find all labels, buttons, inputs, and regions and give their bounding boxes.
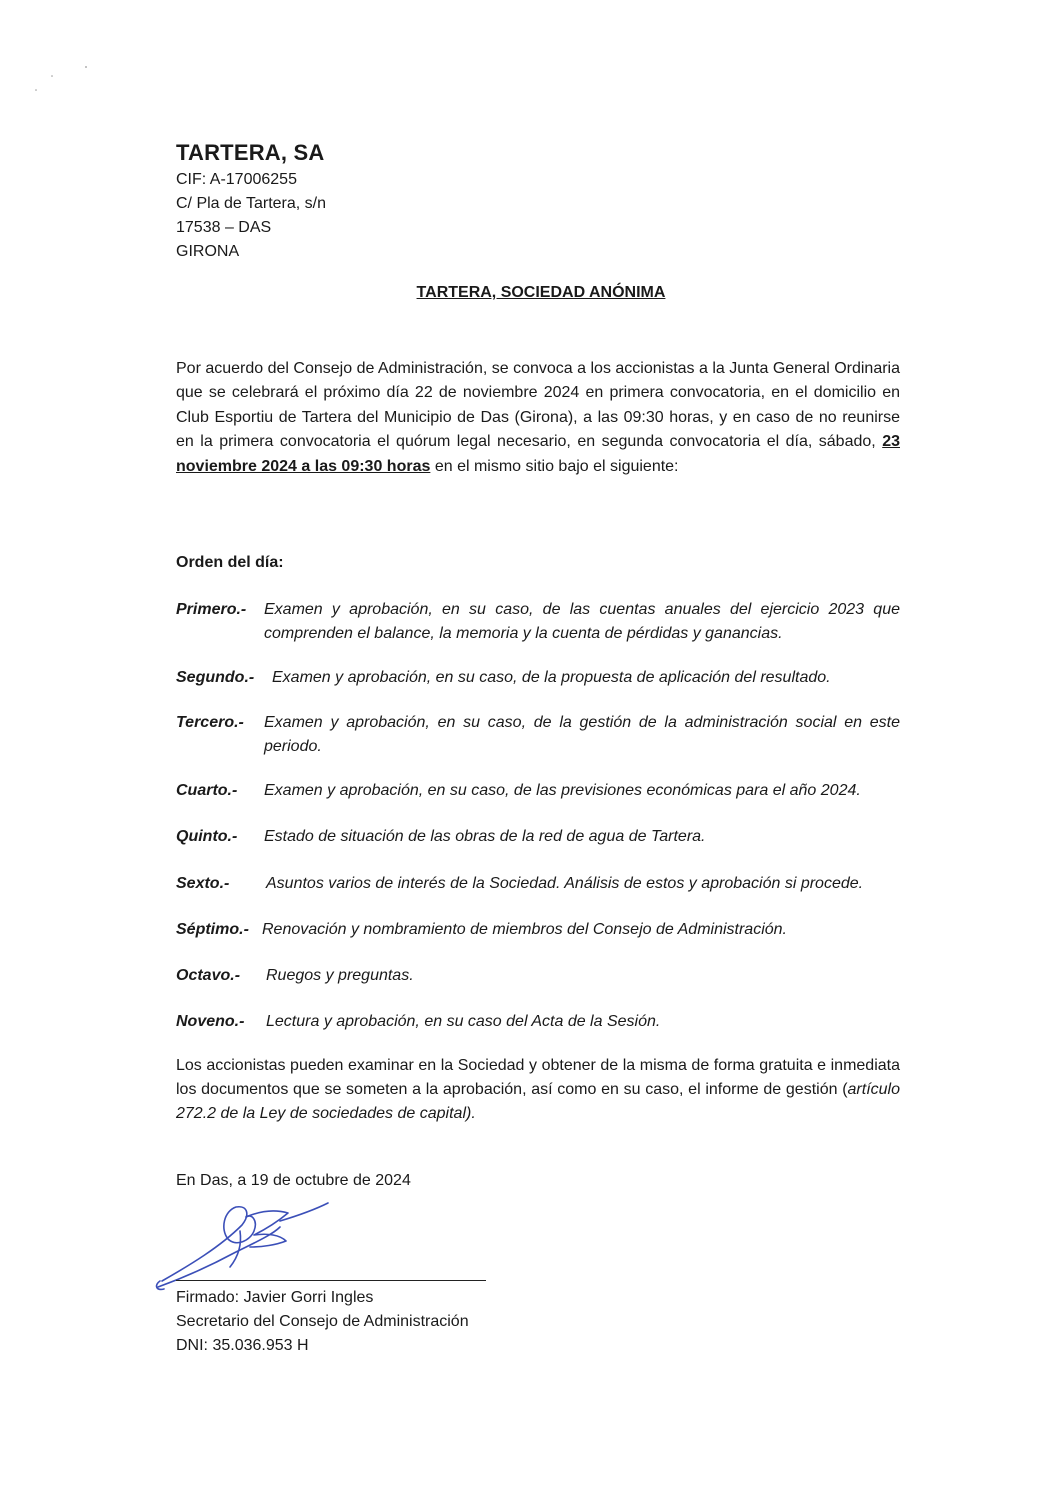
agenda-item-label: Sexto.- [176, 875, 230, 892]
agenda-item-label: Séptimo.- [176, 921, 249, 938]
signer-name: Firmado: Javier Gorri Ingles [176, 1289, 374, 1306]
agenda-item-text: Examen y aprobación, en su caso, de las previsiones económicas para el año 2024. [264, 782, 861, 799]
agenda-item [176, 825, 900, 849]
document-title-text: TARTERA, SOCIEDAD ANÓNIMA [416, 284, 666, 301]
company-province: GIRONA [176, 243, 240, 260]
company-name: TARTERA, SA [176, 140, 325, 165]
agenda-item-label: Quinto.- [176, 828, 238, 845]
second-call-date: 23 noviembre 2024 a las 09:30 horas [176, 433, 900, 475]
closing-text: Los accionistas pueden examinar en la Sociedad y obtener de la misma de forma gratuita e inmediata los documentos que se someten a la aprobación, así como en su caso, el informe de gestión ( [176, 1057, 900, 1098]
agenda-item [176, 598, 900, 646]
agenda-item [176, 779, 900, 803]
signer-dni: DNI: 35.036.953 H [176, 1337, 309, 1354]
document-title [0, 284, 1058, 302]
agenda-item-label: Segundo.- [176, 669, 255, 686]
agenda-item-label: Cuarto.- [176, 782, 238, 799]
signature-line [176, 1280, 486, 1281]
intro-paragraph [176, 357, 900, 479]
agenda-item [176, 666, 900, 690]
place-and-date: En Das, a 19 de octubre de 2024 [176, 1172, 411, 1189]
agenda-item-text: Examen y aprobación, en su caso, de las cuentas anuales del ejercicio 2023 que comprenden el balance, la memoria y la cuenta de pérdidas y ganancias. [264, 601, 900, 642]
scan-specks [30, 60, 100, 100]
agenda-title: Orden del día: [176, 554, 284, 571]
agenda-item-text: Estado de situación de las obras de la red de agua de Tartera. [264, 828, 706, 845]
agenda-item-text: Examen y aprobación, en su caso, de la gestión de la administración social en este periodo. [264, 714, 900, 755]
agenda-item [176, 1010, 900, 1034]
intro-text-end: en el mismo sitio bajo el siguiente: [430, 457, 679, 475]
agenda-item-text: Examen y aprobación, en su caso, de la propuesta de aplicación del resultado. [272, 669, 831, 686]
agenda-item-label: Noveno.- [176, 1013, 245, 1030]
closing-legal-reference: artículo 272.2 de la Ley de sociedades de capital). [176, 1081, 900, 1122]
closing-paragraph [176, 1054, 900, 1126]
agenda-item-label: Octavo.- [176, 967, 241, 984]
company-cif: CIF: A-17006255 [176, 171, 297, 188]
intro-text: Por acuerdo del Consejo de Administración, se convoca a los accionistas a la Junta General Ordinaria que se celebrará el próximo día 22 de noviembre 2024 en primera convocatoria, en el domicilio en Club Esportiu de Tartera del Municipio de Das (Girona), a las 09:30 horas, y en caso de no reunirse en la primera convocatoria el quórum legal necesario, en segunda convocatoria el día, sábado, [176, 360, 900, 451]
company-postal: 17538 – DAS [176, 219, 272, 236]
agenda-item-label: Tercero.- [176, 714, 244, 731]
agenda-item-text: Asuntos varios de interés de la Sociedad. Análisis de estos y aprobación si procede. [266, 875, 864, 892]
agenda-item-label: Primero.- [176, 601, 247, 618]
agenda-item [176, 918, 900, 942]
agenda-item-text: Renovación y nombramiento de miembros del Consejo de Administración. [262, 921, 787, 938]
agenda-item-text: Lectura y aprobación, en su caso del Acta de la Sesión. [266, 1013, 661, 1030]
agenda-item [176, 711, 900, 759]
company-street: C/ Pla de Tartera, s/n [176, 195, 326, 212]
agenda-item [176, 964, 900, 988]
agenda-item [176, 872, 900, 896]
agenda-item-text: Ruegos y preguntas. [266, 967, 414, 984]
signer-role: Secretario del Consejo de Administración [176, 1313, 469, 1330]
